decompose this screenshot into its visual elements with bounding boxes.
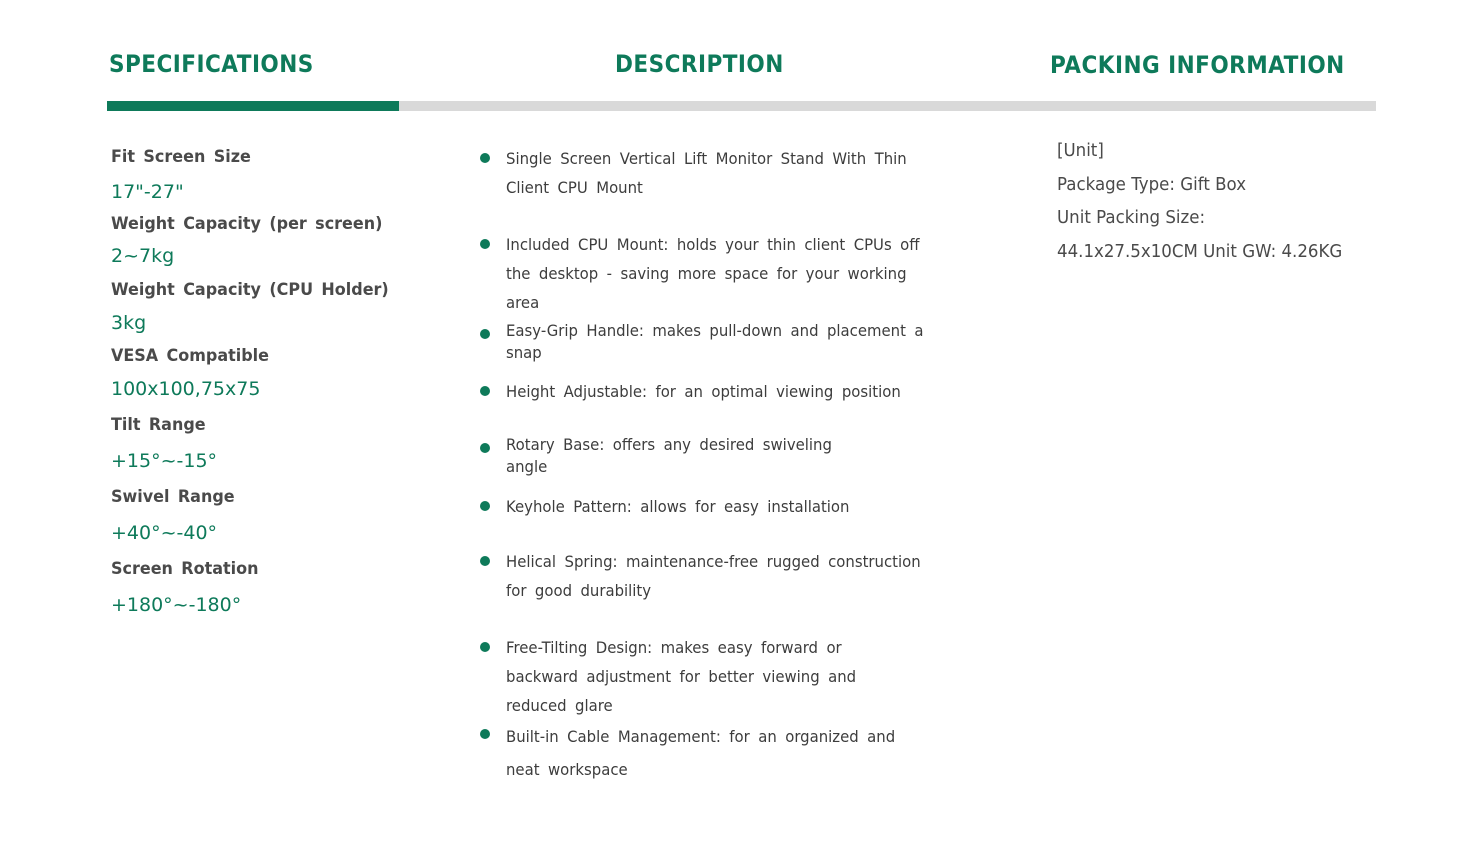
spec-label-tilt-range: Tilt Range — [111, 415, 206, 435]
description-line: for good durability — [506, 581, 652, 600]
description-line: Single Screen Vertical Lift Monitor Stand With Thin — [506, 149, 907, 168]
tab-indicator-track — [107, 101, 1376, 111]
spec-label-weight-capacity-screen: Weight Capacity (per screen) — [111, 214, 383, 234]
bullet-icon — [480, 386, 490, 396]
description-line: Height Adjustable: for an optimal viewing position — [506, 382, 901, 401]
spec-label-swivel-range: Swivel Range — [111, 487, 235, 507]
spec-value-vesa-compatible: 100x100,75x75 — [111, 378, 261, 400]
packing-unit-heading: [Unit] — [1057, 141, 1104, 161]
bullet-icon — [480, 642, 490, 652]
description-line: reduced glare — [506, 696, 613, 715]
bullet-icon — [480, 153, 490, 163]
description-line: angle — [506, 457, 548, 476]
description-line: the desktop - saving more space for your working — [506, 264, 907, 283]
packing-unit-size-value: 44.1x27.5x10CM Unit GW: 4.26KG — [1057, 242, 1343, 262]
spec-value-weight-capacity-screen: 2~7kg — [111, 245, 175, 267]
description-line: backward adjustment for better viewing and — [506, 667, 857, 686]
spec-label-fit-screen-size: Fit Screen Size — [111, 147, 251, 167]
description-line: neat workspace — [506, 760, 628, 779]
tab-description[interactable]: DESCRIPTION — [615, 50, 784, 78]
spec-label-screen-rotation: Screen Rotation — [111, 559, 259, 579]
spec-label-weight-capacity-cpu: Weight Capacity (CPU Holder) — [111, 280, 389, 300]
bullet-icon — [480, 501, 490, 511]
packing-unit-size-label: Unit Packing Size: — [1057, 208, 1206, 228]
spec-value-screen-rotation: +180°~-180° — [111, 594, 242, 616]
description-line: Free-Tilting Design: makes easy forward or — [506, 638, 842, 657]
spec-label-vesa-compatible: VESA Compatible — [111, 346, 269, 366]
description-line: Client CPU Mount — [506, 178, 643, 197]
spec-value-weight-capacity-cpu: 3kg — [111, 312, 147, 334]
bullet-icon — [480, 239, 490, 249]
bullet-icon — [480, 329, 490, 339]
active-tab-indicator — [107, 101, 399, 111]
description-line: Rotary Base: offers any desired swiveling — [506, 435, 832, 454]
bullet-icon — [480, 556, 490, 566]
description-line: snap — [506, 343, 542, 362]
bullet-icon — [480, 729, 490, 739]
tab-packing-information[interactable]: PACKING INFORMATION — [1050, 51, 1345, 79]
description-line: Keyhole Pattern: allows for easy installation — [506, 497, 850, 516]
spec-value-tilt-range: +15°~-15° — [111, 450, 218, 472]
spec-value-fit-screen-size: 17"-27" — [111, 181, 184, 203]
description-line: Included CPU Mount: holds your thin client CPUs off — [506, 235, 920, 254]
tab-specifications[interactable]: SPECIFICATIONS — [109, 50, 314, 78]
description-line: Built-in Cable Management: for an organized and — [506, 727, 896, 746]
description-line: Helical Spring: maintenance-free rugged construction — [506, 552, 921, 571]
packing-package-type: Package Type: Gift Box — [1057, 175, 1247, 195]
spec-value-swivel-range: +40°~-40° — [111, 522, 218, 544]
description-line: Easy-Grip Handle: makes pull-down and placement a — [506, 321, 924, 340]
description-line: area — [506, 293, 540, 312]
bullet-icon — [480, 443, 490, 453]
